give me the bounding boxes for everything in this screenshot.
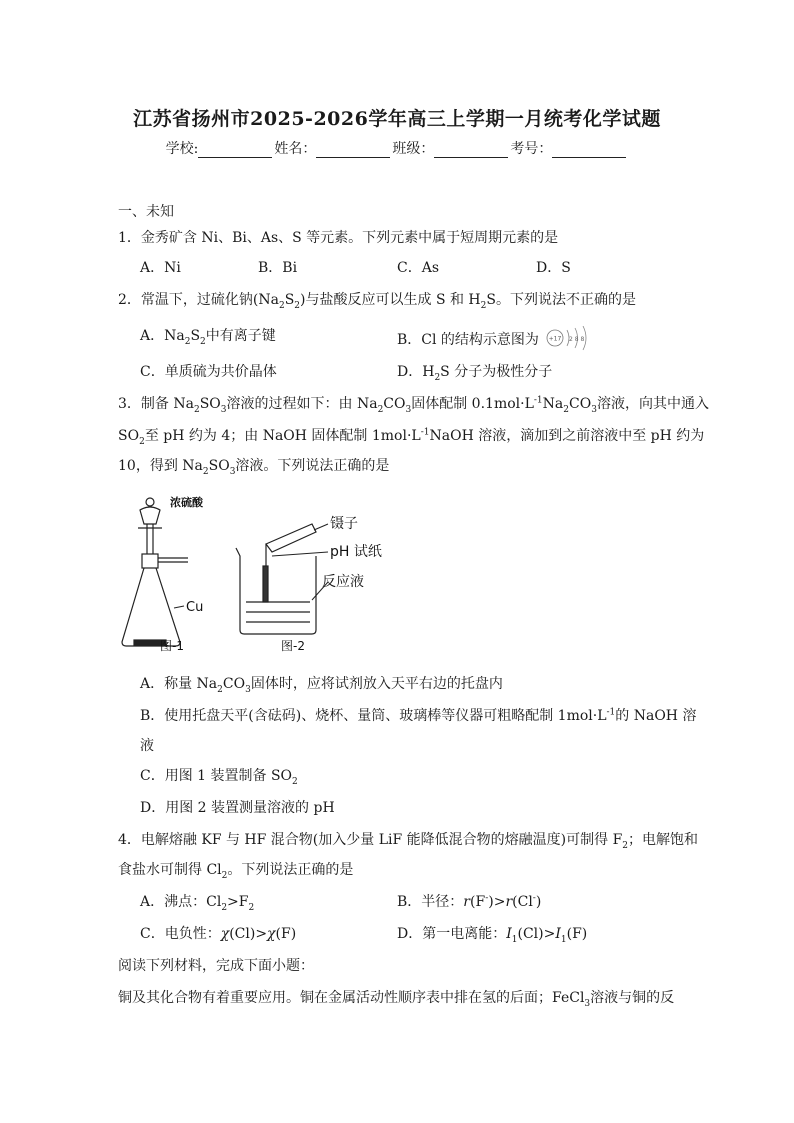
reading-material: 铜及其化合物有着重要应用。铜在金属活动性顺序表中排在氢的后面；FeCl$_3$溶液与铜的反 — [118, 990, 675, 1009]
number-label: 考号： — [510, 141, 553, 157]
q3-option-b-line1: B．使用托盘天平(含砝码)、烧杯、量筒、玻璃棒等仪器可粗略配制 $1mol\cdot L^{-1}$的 NaOH 溶 — [140, 707, 697, 724]
section-heading: 一、未知 — [118, 204, 174, 220]
q1-option-d: D．S — [536, 260, 571, 276]
apparatus-figure — [116, 494, 386, 660]
reading-instruction: 阅读下列材料，完成下面小题： — [118, 958, 314, 974]
q1-option-b: B．Bi — [258, 260, 298, 276]
figure-1-apparatus — [122, 498, 188, 646]
nucleus-charge: +17 — [549, 335, 562, 343]
school-label: 学校: — [165, 141, 199, 157]
q3-stem-line1: 3．制备 $Na_2SO_3$溶液的过程如下：由 $Na_2CO_3$固体配制 $0.1mol\cdot L^{-1}Na_2CO_3$溶液，向其中通入 — [118, 395, 709, 415]
q4-option-a: A．沸点：$Cl_2>F_2$ — [140, 894, 255, 913]
name-blank[interactable] — [316, 143, 390, 158]
q4-option-c: C．电负性：χ(Cl)>χ(F) — [140, 926, 297, 942]
q3-stem-line3: 10，得到 $Na_2SO_3$溶液。下列说法正确的是 — [118, 458, 390, 477]
electron-shells: 2 8 8 — [569, 336, 585, 343]
q2-option-d: D．$H_2S$ 分子为极性分子 — [397, 364, 553, 383]
figure-1-caption: 图-1 — [160, 639, 184, 653]
q2-option-c: C．单质硫为共价晶体 — [140, 364, 277, 380]
q3-option-c: C．用图 1 装置制备 $SO_2$ — [140, 768, 298, 787]
label-ph-paper: pH 试纸 — [330, 544, 382, 560]
number-blank[interactable] — [552, 143, 626, 158]
q2-option-b: B．Cl 的结构示意图为 +17 2 8 8 — [397, 326, 595, 354]
figure-2-apparatus — [236, 524, 316, 634]
q3-option-d: D．用图 2 装置测量溶液的 pH — [140, 800, 335, 816]
exam-title: 江苏省扬州市2025-2026学年高三上学期一月统考化学试题 — [133, 108, 661, 130]
q1-option-a: A．Ni — [140, 260, 181, 276]
q4-stem-line1: 4．电解熔融 KF 与 HF 混合物(加入少量 LiF 能降低混合物的熔融温度)可制得 $F_2$；电解饱和 — [118, 832, 699, 851]
q3-stem-line2: $SO_2$至 pH 约为 4；由 NaOH 固体配制 $1mol\cdot L^{-1}NaOH$ 溶液，滴加到之前溶液中至 pH 约为 — [118, 427, 705, 447]
q4-option-b: B．半径：r(F-)>r(Cl-) — [397, 893, 542, 910]
q3-option-a: A．称量 $Na_2CO_3$固体时，应将试剂放入天平右边的托盘内 — [140, 676, 503, 695]
school-blank[interactable] — [198, 143, 272, 158]
q1-option-c: C．As — [397, 260, 440, 276]
q2-option-a: A．$Na_2S_2$中有离子键 — [140, 328, 276, 347]
student-info-line — [0, 138, 794, 158]
figure-2-caption: 图-2 — [281, 639, 305, 653]
name-label: 姓名： — [274, 141, 317, 157]
q2-stem: 2．常温下，过硫化钠$(Na_2S_2)$与盐酸反应可以生成 S 和 $H_2S$。下列说法不正确的是 — [118, 292, 636, 311]
label-tweezers: 镊子 — [330, 516, 358, 532]
label-reaction-solution: 反应液 — [322, 574, 364, 590]
label-conc-sulfuric-acid: 浓硫酸 — [170, 496, 203, 509]
q1-stem: 1．金秀矿含 Ni、Bi、As、S 等元素。下列元素中属于短周期元素的是 — [118, 230, 559, 246]
class-label: 班级： — [392, 141, 435, 157]
q4-option-d: D．第一电离能：$I_1(Cl)>I_1(F)$ — [397, 926, 588, 945]
q3-option-b-line2: 液 — [140, 738, 154, 754]
class-blank[interactable] — [434, 143, 508, 158]
label-copper: Cu — [186, 600, 204, 615]
chlorine-structure-diagram — [545, 326, 595, 354]
q4-stem-line2: 食盐水可制得 $Cl_2$。下列说法正确的是 — [118, 862, 354, 881]
